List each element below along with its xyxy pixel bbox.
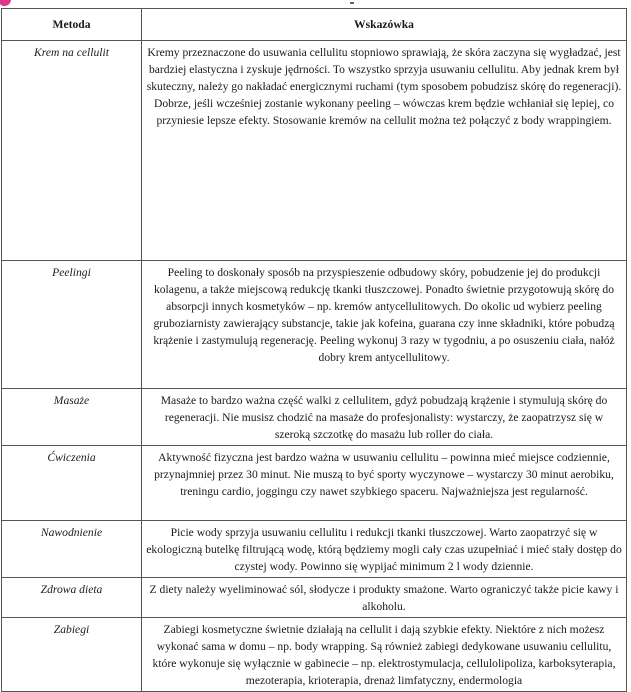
method-cell: Ćwiczenia	[2, 446, 142, 521]
tip-cell: Masaże to bardzo ważna część walki z cellulitem, gdyż pobudzają krążenie i stymulują skórę do regeneracji. Nie musisz chodzić na masaże do profesjonalisty: wystarczy, że zaopatrzysz się w szeroką szczotkę do masażu lub roller do ciała.	[142, 389, 627, 446]
table-row	[2, 41, 627, 261]
method-cell: Nawodnienie	[2, 521, 142, 578]
method-cell: Masaże	[2, 389, 142, 446]
table-row	[2, 578, 627, 618]
table-row	[2, 261, 627, 389]
tip-cell: Z diety należy wyeliminować sól, słodycze i produkty smażone. Warto ograniczyć także picie kawy i alkoholu.	[142, 578, 627, 618]
top-decoration	[0, 0, 631, 8]
method-cell: Zabiegi	[2, 618, 142, 692]
divider	[350, 2, 354, 4]
method-cell: Peelingi	[2, 261, 142, 389]
method-cell: Krem na cellulit	[2, 41, 142, 261]
table-row	[2, 446, 627, 521]
tip-cell: Peeling to doskonały sposób na przyspieszenie odbudowy skóry, pobudzenie jej do produkcji kolagenu, a także miejscową redukcję tkanki tłuszczowej. Ponadto świetnie przygotowują skórę do absorpcji innych kosmetyków – np. kremów antycellulitowych. Do okolic ud wybierz peeling gruboziarnisty zawierający substancje, takie jak kofeina, guarana czy inne składniki, które pobudzą krążenie i zastymulują regenerację. Peeling wykonuj 3 razy w tygodniu, a po osuszeniu ciała, nałóż dobry krem antycellulitowy.	[142, 261, 627, 389]
table-row	[2, 389, 627, 446]
table-header-row	[2, 9, 627, 41]
method-cell: Zdrowa dieta	[2, 578, 142, 618]
tip-cell: Aktywność fizyczna jest bardzo ważna w usuwaniu cellulitu – powinna mieć miejsce codziennie, przynajmniej przez 30 minut. Nie muszą to być sporty wyczynowe – wystarczy 30 minut aerobiku, treningu cardio, joggingu czy nawet szybkiego spaceru. Najważniejsza jest regularność.	[142, 446, 627, 521]
tip-cell: Picie wody sprzyja usuwaniu cellulitu i redukcji tkanki tłuszczowej. Warto zaopatrzyć się w ekologiczną butelkę filtrującą wodę, którą będziemy mogli cały czas uzupełniać i mieć stały dostęp do czystej wody. Powinno się wypijać minimum 2 l wody dziennie.	[142, 521, 627, 578]
header-tip: Wskazówka	[142, 9, 627, 41]
table-row	[2, 521, 627, 578]
table-row	[2, 618, 627, 692]
tip-cell: Zabiegi kosmetyczne świetnie działają na cellulit i dają szybkie efekty. Niektóre z nich możesz wykonać sama w domu – np. body wrapping. Są również zabiegi dedykowane usuwaniu cellulitu, które wykonuje się wyłącznie w gabinecie – np. elektrostymulacja, cellulolipoliza, karboksyterapia, mezoterapia, krioterapia, drenaż limfatyczny, endermologia	[142, 618, 627, 692]
pink-bullet-icon	[0, 0, 11, 6]
tip-cell: Kremy przeznaczone do usuwania cellulitu stopniowo sprawiają, że skóra zaczyna się wygładzać, jest bardziej elastyczna i zyskuje jędrności. To wszystko sprzyja usuwaniu cellulitu. Aby jednak krem był skuteczny, należy go nakładać energicznymi ruchami (tym sposobem pobudzisz skórę do regeneracji). Dobrze, jeśli wcześniej zostanie wykonany peeling – wówczas krem będzie wchłaniał się lepiej, co przyniesie lepsze efekty. Stosowanie kremów na cellulit można też połączyć z body wrappingiem.	[142, 41, 627, 261]
cellulite-methods-table	[1, 8, 627, 692]
header-method: Metoda	[2, 9, 142, 41]
